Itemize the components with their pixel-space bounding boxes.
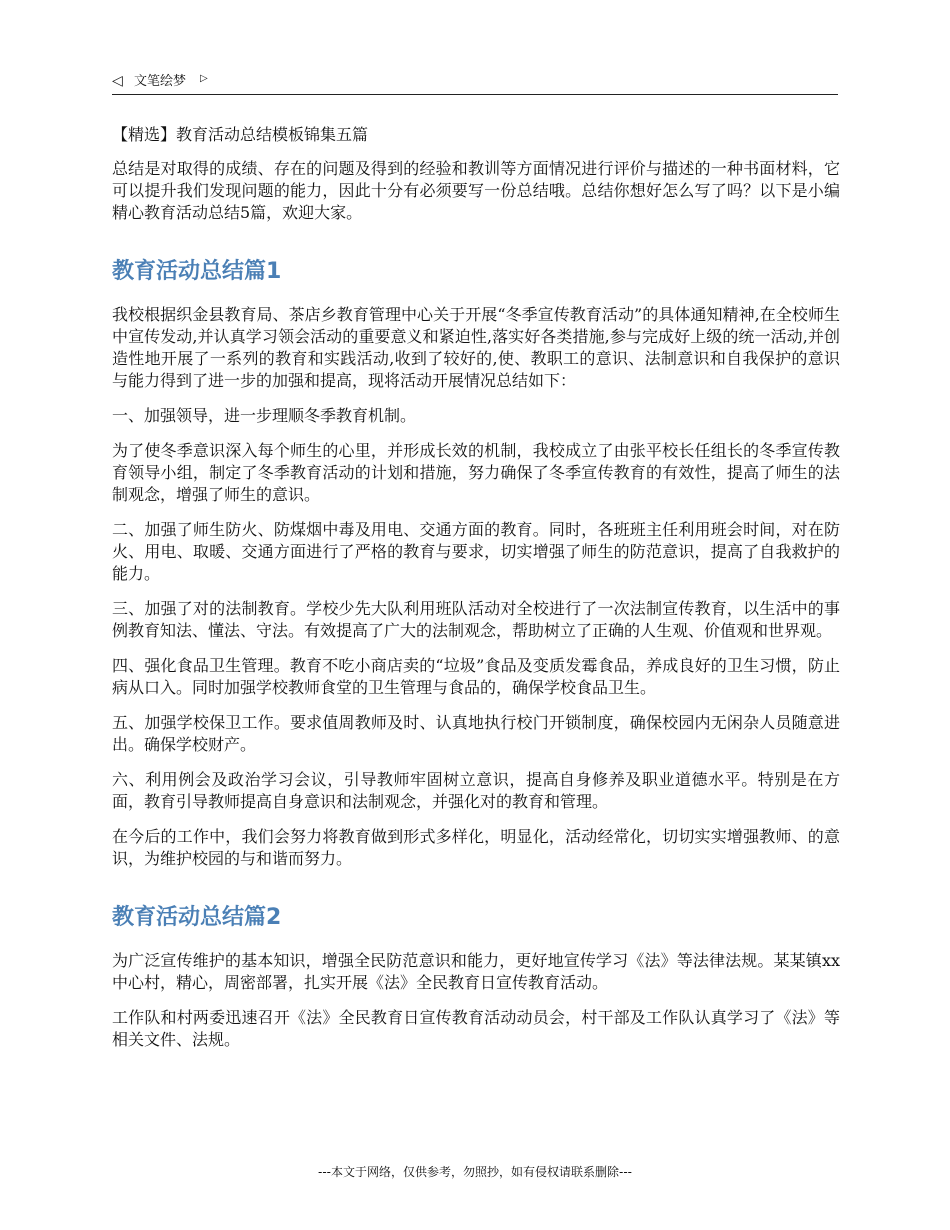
- section1-paragraph: 三、加强了对的法制教育。学校少先大队利用班队活动对全校进行了一次法制宣传教育，以生活中的事例教育知法、懂法、守法。有效提高了广大的法制观念，帮助树立了正确的人生观、价值观和世界观。: [112, 599, 840, 640]
- intro-paragraph: 总结是对取得的成绩、存在的问题及得到的经验和教训等方面情况进行评价与描述的一种书面材料，它可以提升我们发现问题的能力，因此十分有必须要写一份总结哦。总结你想好怎么写了吗？以下是小编精心教育活动总结5篇，欢迎大家。: [112, 159, 840, 222]
- footer-notice: ---本文于网络，仅供参考，勿照抄，如有侵权请联系删除---: [318, 1165, 632, 1179]
- section1-paragraph: 六、利用例会及政治学习会议，引导教师牢固树立意识，提高自身修养及职业道德水平。特别是在方面，教育引导教师提高自身意识和法制观念，并强化对的教育和管理。: [112, 770, 840, 811]
- section1-paragraph: 一、加强领导，进一步理顺冬季教育机制。: [112, 406, 417, 425]
- section1-paragraph: 在今后的工作中，我们会努力将教育做到形式多样化，明显化，活动经常化，切切实实增强教师、的意识，为维护校园的与和谐而努力。: [112, 827, 840, 868]
- section2-paragraph: 为广泛宣传维护的基本知识，增强全民防范意识和能力，更好地宣传学习《法》等法律法规。某某镇xx中心村，精心，周密部署，扎实开展《法》全民教育日宣传教育活动。: [112, 951, 840, 992]
- section-heading-1: 教育活动总结篇1: [112, 259, 282, 284]
- page-header: [112, 70, 838, 95]
- section1-paragraph: 五、加强学校保卫工作。要求值周教师及时、认真地执行校门开锁制度，确保校园内无闲杂人员随意进出。确保学校财产。: [112, 713, 840, 754]
- document-subtitle: 【精选】教育活动总结模板锦集五篇: [112, 125, 369, 144]
- section-heading-2: 教育活动总结篇2: [112, 905, 282, 930]
- triangle-left-icon: ◁: [112, 73, 123, 89]
- header-brand: 文笔绘梦: [134, 74, 187, 89]
- section1-paragraph: 二、加强了师生防火、防煤烟中毒及用电、交通方面的教育。同时，各班班主任利用班会时间，对在防火、用电、取暖、交通方面进行了严格的教育与要求，切实增强了师生的防范意识，提高了自我救护的能力。: [112, 520, 840, 583]
- section2-paragraph: 工作队和村两委迅速召开《法》全民教育日宣传教育活动动员会，村干部及工作队认真学习了《法》等相关文件、法规。: [112, 1008, 840, 1049]
- section1-paragraph: 四、强化食品卫生管理。教育不吃小商店卖的“垃圾”食品及变质发霉食品，养成良好的卫生习惯，防止病从口入。同时加强学校教师食堂的卫生管理与食品的，确保学校食品卫生。: [112, 656, 840, 697]
- section1-paragraph: 我校根据织金县教育局、茶店乡教育管理中心关于开展“冬季宣传教育活动”的具体通知精神,在全校师生中宣传发动,并认真学习领会活动的重要意义和紧迫性,落实好各类措施,参与完成好上级的统一活动,并创造性地开展了一系列的教育和实践活动,收到了较好的,使、教职工的意识、法制意识和自我保护的意识与能力得到了进一步的加强和提高，现将活动开展情况总结如下：: [112, 305, 840, 390]
- document-body: [112, 124, 840, 1064]
- triangle-right-icon: ▷: [200, 73, 208, 84]
- section1-paragraph: 为了使冬季意识深入每个师生的心里，并形成长效的机制，我校成立了由张平校长任组长的冬季宣传教育领导小组，制定了冬季教育活动的计划和措施，努力确保了冬季宣传教育的有效性，提高了师生的法制观念，增强了师生的意识。: [112, 441, 840, 504]
